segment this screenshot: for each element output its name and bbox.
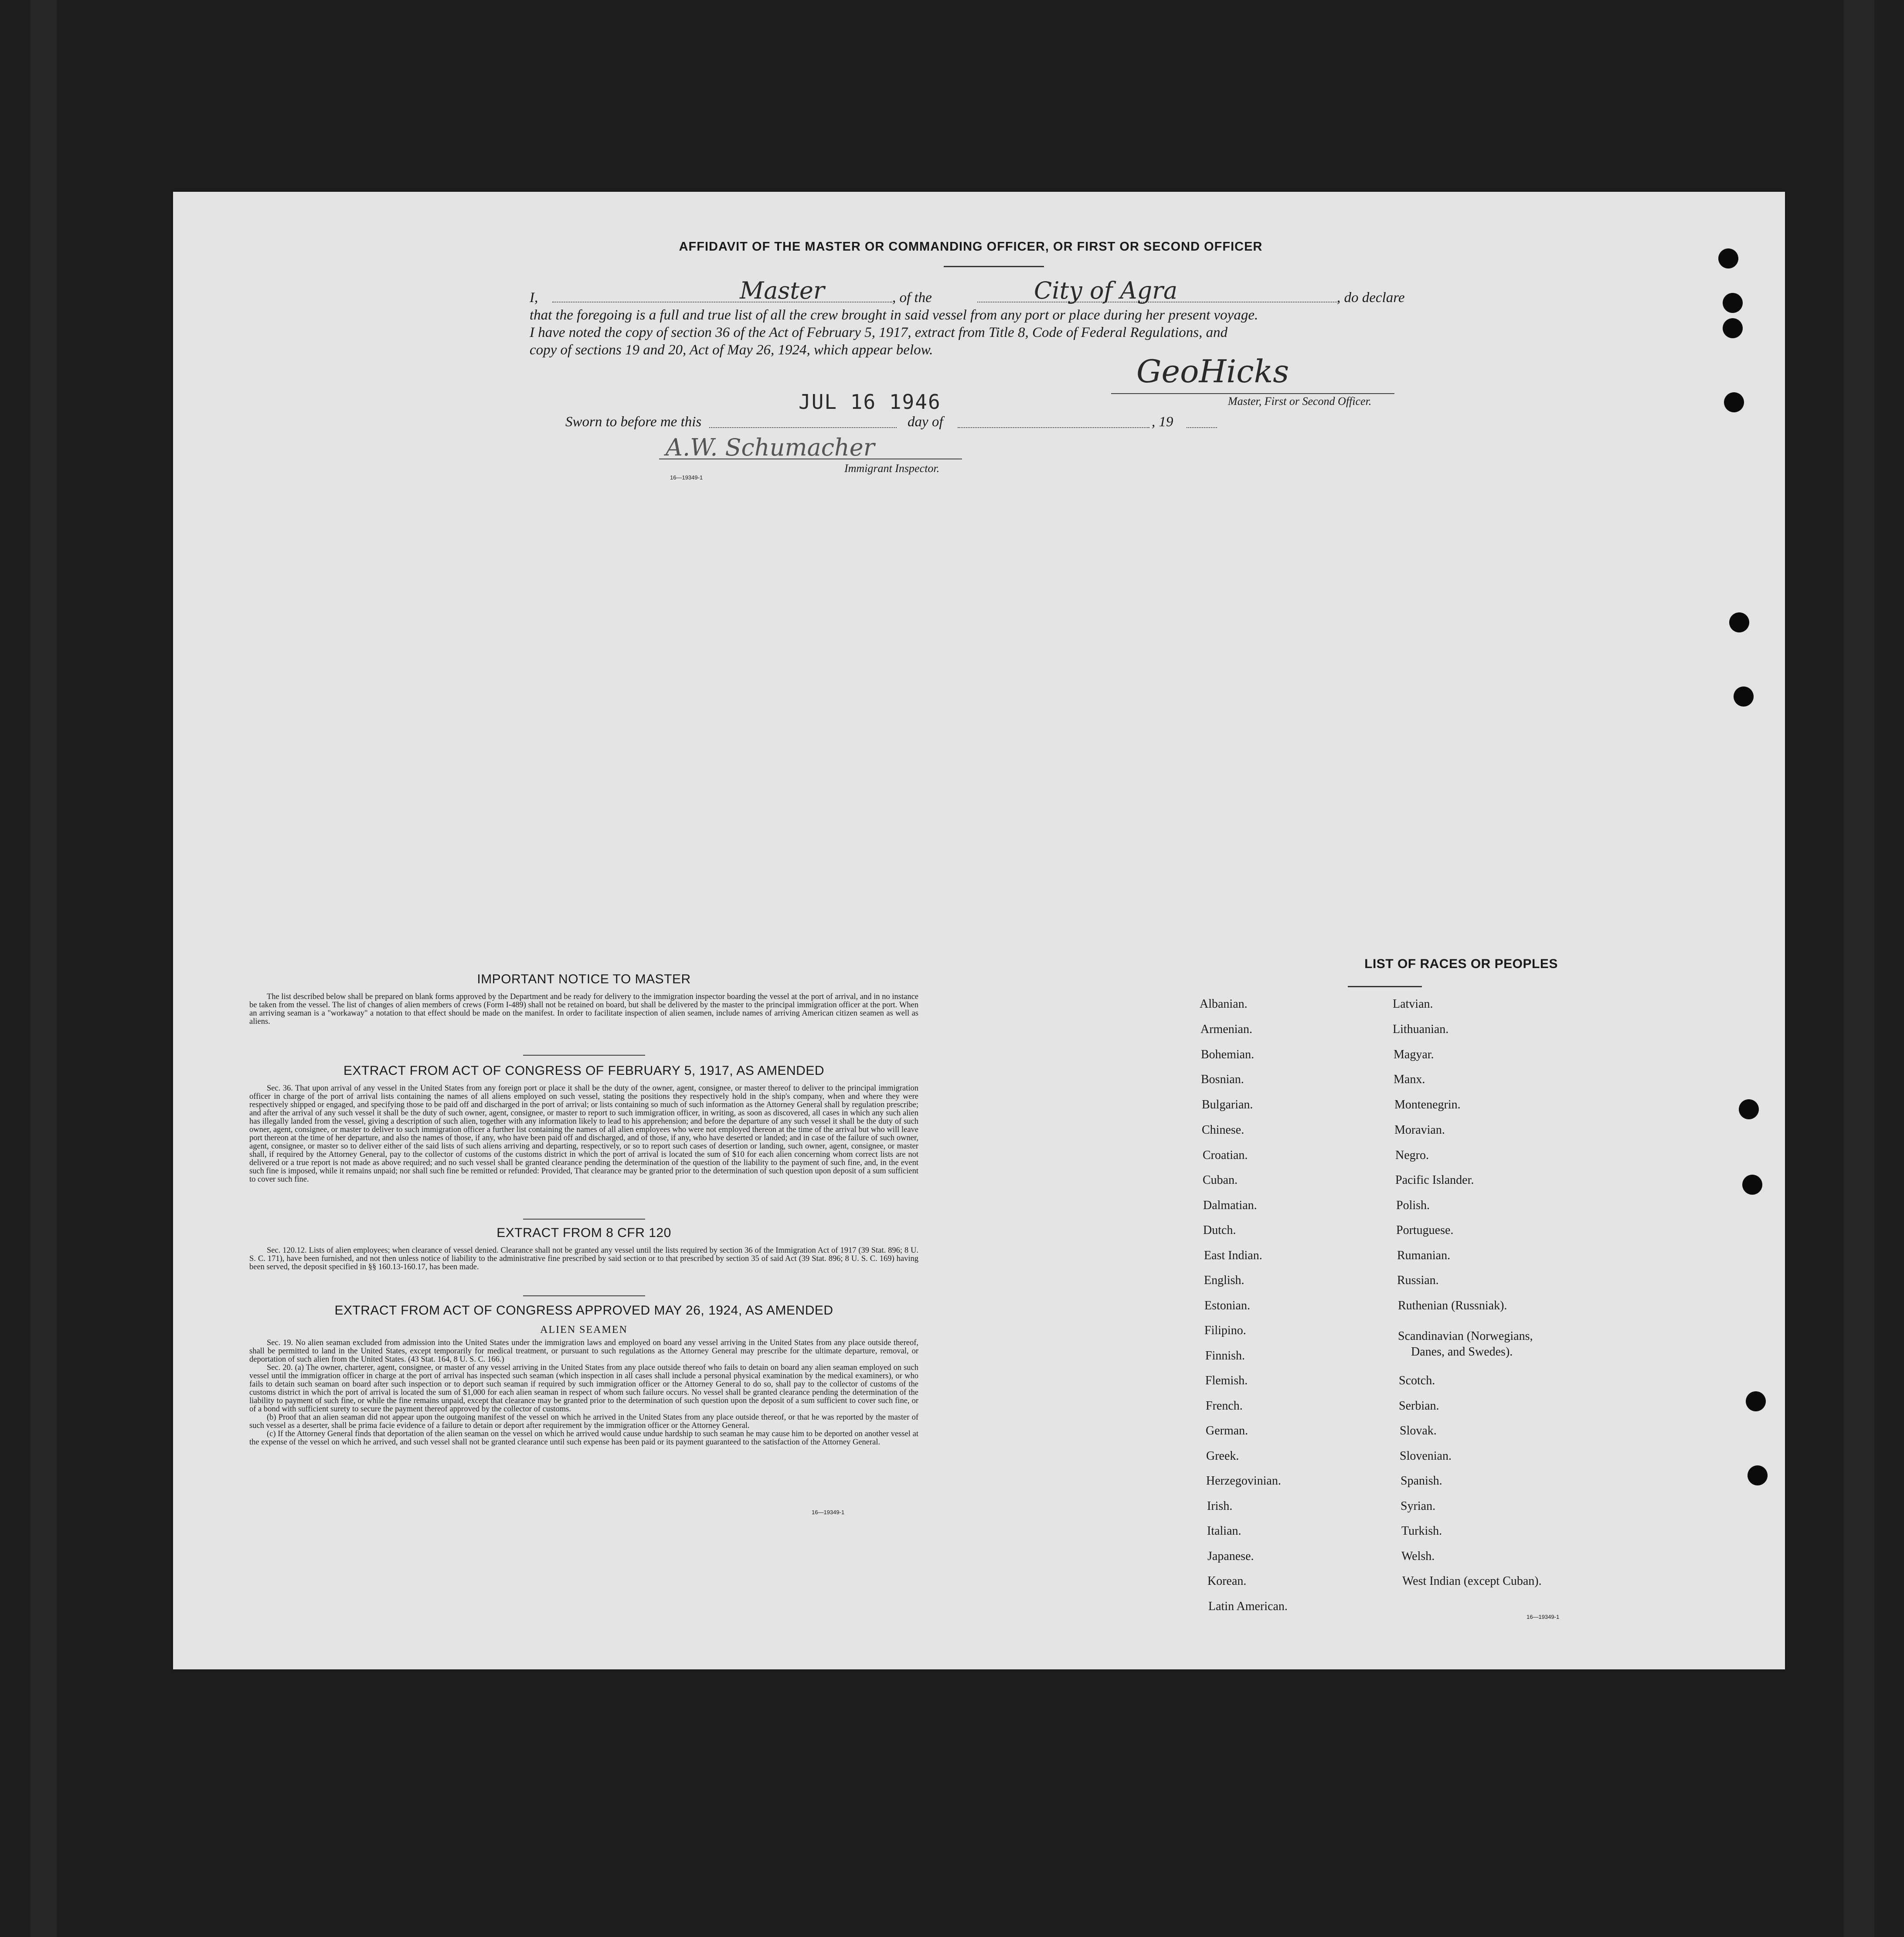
sworn-label: Sworn to before me this [565, 414, 702, 430]
race-item: Slovak. [1400, 1424, 1437, 1437]
race-item: Spanish. [1401, 1474, 1442, 1488]
race-item: French. [1206, 1399, 1243, 1413]
race-item: Italian. [1207, 1524, 1241, 1538]
notices-column [249, 192, 918, 1669]
race-item: Japanese. [1207, 1550, 1254, 1563]
race-item: Scandinavian (Norwegians, [1398, 1329, 1533, 1343]
race-item: Latvian. [1393, 997, 1433, 1011]
race-item: Korean. [1207, 1574, 1247, 1588]
race-item: East Indian. [1204, 1249, 1262, 1262]
race-item: Rumanian. [1397, 1249, 1451, 1262]
extract-1924-title: EXTRACT FROM ACT OF CONGRESS APPROVED MAY 26, 1924, AS AMENDED [334, 1303, 833, 1318]
divider [1348, 986, 1422, 987]
race-item: Russian. [1397, 1274, 1439, 1287]
race-item: Slovenian. [1400, 1449, 1452, 1463]
extract-1917-title: EXTRACT FROM ACT OF CONGRESS OF FEBRUARY 5, 1917, AS AMENDED [343, 1064, 825, 1078]
notice-text [249, 993, 918, 1026]
race-item: West Indian (except Cuban). [1402, 1574, 1542, 1588]
film-background-band [1844, 0, 1874, 1937]
affidavit-title: AFFIDAVIT OF THE MASTER OR COMMANDING OFFICER, OR FIRST OR SECOND OFFICER [679, 240, 1263, 254]
extract-1924-sec19: Sec. 19. No alien seaman excluded from admission into the United States under the immigration laws and employed on board any vessel arriving in the United States from any place outside thereof, shall be permitted to land in the United States, except temporarily for medical treatment, or pursuant to such regulations as the Attorney General may prescribe for the ultimate departure, removal, or deportation of such alien from the United States. (43 Stat. 164, 8 U. S. C. 166.) [249, 1339, 918, 1364]
extract-cfr-title: EXTRACT FROM 8 CFR 120 [496, 1226, 671, 1240]
divider [523, 1295, 645, 1296]
inspector-label: Immigrant Inspector. [844, 462, 940, 475]
film-background-band [31, 0, 57, 1937]
date-stamp: JUL 16 1946 [799, 390, 941, 414]
divider [523, 1055, 645, 1056]
punch-hole [1739, 1099, 1759, 1119]
punch-hole [1718, 248, 1738, 268]
race-item: Welsh. [1401, 1550, 1435, 1563]
inspector-signature: A.W. Schumacher [666, 434, 875, 461]
race-item: Portuguese. [1396, 1223, 1454, 1237]
extract-1924-sec20c: (c) If the Attorney General finds that deportation of the alien seaman on the vessel on which he arrived would cause undue hardship to such seaman he may cause him to be deported on another vessel at the expense of the vessel on which he arrived, and such vessel shall not be granted clearance until such expense has been paid or its payment guaranteed to the satisfaction of the Attorney General. [249, 1430, 918, 1447]
form-number: 16—19349-1 [670, 474, 703, 481]
punch-hole [1742, 1175, 1762, 1195]
race-item: Herzegovinian. [1206, 1474, 1281, 1488]
race-item: Armenian. [1200, 1023, 1252, 1036]
year-fill-line [1187, 427, 1217, 428]
race-item: Pacific Islander. [1395, 1173, 1474, 1187]
race-item: Negro. [1395, 1149, 1429, 1162]
of-the-label: , of the [892, 290, 932, 306]
race-item: Croatian. [1203, 1149, 1248, 1162]
race-item: Bosnian. [1201, 1073, 1244, 1086]
race-item: Magyar. [1394, 1048, 1434, 1061]
race-item: Latin American. [1208, 1600, 1288, 1613]
races-list-title: LIST OF RACES OR PEOPLES [1364, 957, 1558, 971]
master-signature: GeoHicks [1136, 353, 1289, 390]
race-item: Finnish. [1205, 1349, 1245, 1363]
extract-1924-sec20b: (b) Proof that an alien seaman did not appear upon the outgoing manifest of the vessel on which he arrived in the United States from any place outside thereof, or that he was reported by the master of such vessel as a deserter, shall be prima facie evidence of a failure to detain or deport after requirement by the immigration officer or the Attorney General. [249, 1413, 918, 1430]
extract-1924-sec20a: Sec. 20. (a) The owner, charterer, agent, consignee, or master of any vessel arriving in the United States from any place outside thereof who fails to detain on board any alien seaman employed on such vessel until the immigration officer in charge at the port of arrival has inspected such seaman (which inspection in all cases shall include a personal physical examination by the medical examiners), or who fails to detain such seaman on board after such inspection or to deport such seaman if required by such immigration officer or the Attorney General to do so, shall pay to the collector of customs of the customs district in which the port of arrival is located the sum of $1,000 for each alien seaman in respect of whom such failure occurs. No vessel shall be granted clearance pending the determination of the liability to payment of such fine, or while the fine remains unpaid, except that clearance may be granted prior to the determination of such question upon the deposit of a sum sufficient to cover such fine, or of a bond with sufficient surety to secure the payment thereof approved by the collector of customs. [249, 1363, 918, 1414]
race-item: Greek. [1206, 1449, 1239, 1463]
day-of-label: day of [908, 414, 943, 430]
race-item: Syrian. [1401, 1499, 1436, 1513]
extract-1917-paragraph: Sec. 36. That upon arrival of any vessel in the United States from any foreign port or place it shall be the duty of the owner, agent, consignee, or master thereof to deliver to the principal immigration officer in charge of the port of arrival lists containing the names of all aliens employed on such vessel, stating the positions they respectively hold in the ship's company, when and where they were respectively shipped or engaged, and specifying those to be paid off and discharged in the port of arrival; or lists containing so much of such information as the Attorney General shall by regulation prescribe; and after the arrival of any such vessel it shall be the duty of such owner, agent, consignee, or master to report to such immigration officer, in writing, as soon as discovered, all cases in which any such alien has illegally landed from the vessel, giving a description of such alien, together with any information likely to lead to his apprehension; and before the departure of any such vessel it shall be the duty of such owner, agent, consignee, or master to deliver to such immigration officer a further list containing the names of all alien employees who were not employed thereon at the time of the arrival but who will leave port thereon at the time of her departure, and also the names of those, if any, who have been paid off and discharged, and of those, if any, who have deserted or landed; and in case of the failure of such owner, agent, consignee, or master so to deliver either of the said lists of such aliens arriving and departing, respectively, or so to report such cases of desertion or landing, such owner, agent, consignee, or master shall, if required by the Attorney General, pay to the collector of customs of the customs district in which the port of arrival is located the sum of $10 for each alien concerning whom correct lists are not delivered or a true report is not made as above required; and no such vessel shall be granted clearance pending the determination of the question of the liability to the payment of such fine, and, in the event such fine is imposed, while it remains unpaid; nor shall such fine be remitted or refunded: Provided, That clearance may be granted prior to the determination of such question upon deposit of a sum sufficient to cover such fine. [249, 1084, 918, 1184]
extract-1917-text [249, 1084, 918, 1184]
race-item: Turkish. [1401, 1524, 1442, 1538]
punch-hole [1723, 318, 1743, 338]
race-item: Polish. [1396, 1199, 1430, 1212]
punch-hole [1734, 686, 1754, 707]
punch-hole [1729, 612, 1749, 632]
document-page [173, 192, 1785, 1669]
extract-1924-text [249, 1339, 918, 1447]
race-item: Moravian. [1394, 1123, 1445, 1137]
punch-hole [1723, 293, 1743, 313]
race-item: Cuban. [1203, 1173, 1238, 1187]
race-item: Danes, and Swedes). [1411, 1345, 1513, 1359]
race-item: Estonian. [1204, 1299, 1250, 1312]
race-item: Chinese. [1202, 1123, 1244, 1137]
rank-handwritten: Master [740, 277, 825, 304]
race-item: German. [1206, 1424, 1248, 1437]
notice-paragraph: The list described below shall be prepared on blank forms approved by the Department and be ready for delivery to the immigration inspector boarding the vessel at the port of arrival, and in no instance be taken from the vessel. The list of changes of alien members of crews (Form I-489) shall not be retained on board, but shall be delivered by the master to the principal immigration officer at the port. When an arriving seaman is a "workaway" a notation to that effect should be made on the manifest. In order to facilitate inspection of alien seamen, include names of arriving American citizen seamen as well as aliens. [249, 992, 918, 1026]
punch-hole [1724, 392, 1744, 412]
race-item: Serbian. [1399, 1399, 1439, 1413]
extract-cfr-text [249, 1247, 918, 1271]
master-signature-line [1111, 393, 1394, 394]
notice-title: IMPORTANT NOTICE TO MASTER [477, 972, 691, 986]
form-number: 16—19349-1 [1527, 1614, 1560, 1620]
race-item: Flemish. [1205, 1374, 1248, 1387]
race-item: Albanian. [1200, 997, 1248, 1011]
do-declare-label: , do declare [1337, 290, 1405, 306]
alien-seamen-subtitle: ALIEN SEAMEN [540, 1324, 628, 1336]
race-item: Filipino. [1204, 1324, 1246, 1337]
form-number: 16—19349-1 [812, 1509, 845, 1516]
race-item: Dutch. [1203, 1223, 1236, 1237]
vessel-name-handwritten: City of Agra [1034, 277, 1178, 304]
race-item: Bohemian. [1201, 1048, 1255, 1061]
affidavit-intro: I, [530, 290, 538, 306]
race-item: Lithuanian. [1393, 1023, 1449, 1036]
race-item: English. [1204, 1274, 1244, 1287]
year-label: , 19 [1152, 414, 1173, 430]
extract-cfr-paragraph: Sec. 120.12. Lists of alien employees; when clearance of vessel denied. Clearance shall not be granted any vessel until the lists required by section 36 of the Immigration Act of 1917 (39 Stat. 896; 8 U. S. C. 171), have been furnished, and not then unless notice of liability to the administrative fine prescribed by said section or to that prescribed by section 35 of said Act (39 Stat. 896; 8 U. S. C. 169) having been served, the deposit specified in §§ 160.13-160.17, has been made. [249, 1246, 918, 1271]
affidavit-line-2: that the foregoing is a full and true list of all the crew brought in said vessel from any port or place during her present voyage. [530, 307, 1258, 323]
punch-hole [1748, 1465, 1768, 1485]
divider [944, 266, 1044, 267]
punch-hole [1746, 1391, 1766, 1411]
divider [523, 1219, 645, 1220]
month-fill-line [958, 427, 1149, 428]
race-item: Manx. [1394, 1073, 1425, 1086]
race-item: Dalmatian. [1203, 1199, 1257, 1212]
race-item: Ruthenian (Russniak). [1398, 1299, 1507, 1312]
race-item: Montenegrin. [1394, 1098, 1461, 1111]
race-item: Irish. [1207, 1499, 1233, 1513]
race-item: Bulgarian. [1202, 1098, 1253, 1111]
race-item: Scotch. [1399, 1374, 1435, 1387]
affidavit-line-3: I have noted the copy of section 36 of the Act of February 5, 1917, extract from Title 8, Code of Federal Regulations, and [530, 325, 1228, 340]
affidavit-line-4: copy of sections 19 and 20, Act of May 26, 1924, which appear below. [530, 342, 933, 358]
master-label: Master, First or Second Officer. [1228, 395, 1372, 408]
